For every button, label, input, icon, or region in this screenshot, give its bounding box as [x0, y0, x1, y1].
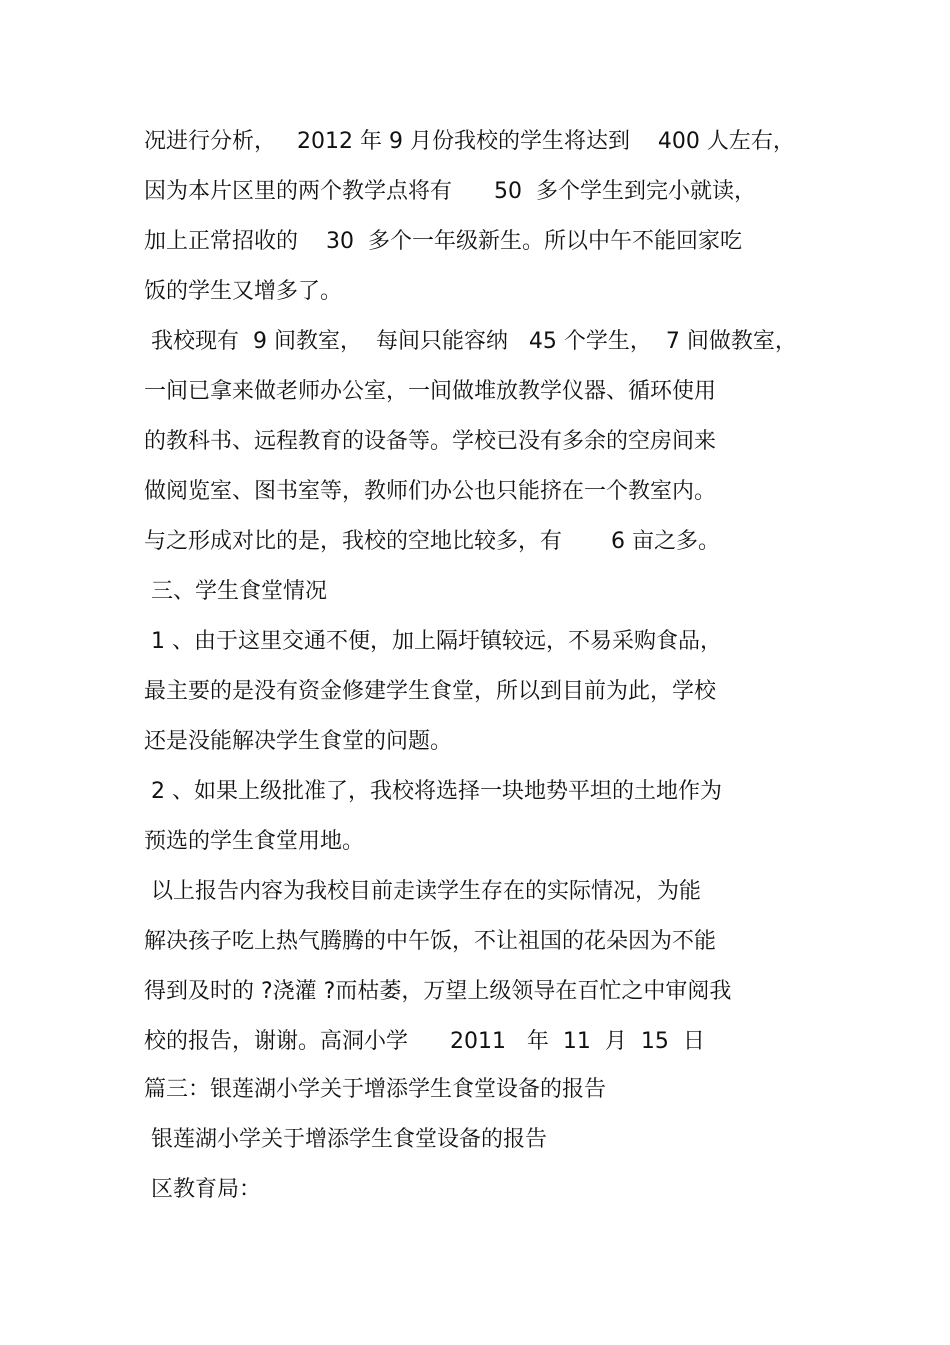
text-line: 加上正常招收的 30 多个一年级新生。所以中午不能回家吃 [144, 229, 742, 254]
text-line: 以上报告内容为我校目前走读学生存在的实际情况，为能 [144, 879, 701, 904]
section-title: 篇三：银莲湖小学关于增添学生食堂设备的报告 [144, 1077, 607, 1102]
text-line: 做阅览室、图书室等，教师们办公也只能挤在一个教室内。 [144, 479, 717, 504]
report-title: 银莲湖小学关于增添学生食堂设备的报告 [144, 1127, 547, 1152]
text-line: 一间已拿来做老师办公室，一间做堆放教学仪器、循环使用 [144, 379, 717, 404]
text-line: 与之形成对比的是，我校的空地比较多，有 6 亩之多。 [144, 529, 720, 554]
text-line: 1 、由于这里交通不便，加上隔圩镇较远，不易采购食品， [144, 629, 722, 654]
text-line: 解决孩子吃上热气腾腾的中午饭，不让祖国的花朵因为不能 [144, 929, 717, 954]
section-heading: 三、学生食堂情况 [144, 579, 327, 604]
text-line: 况进行分析， 2012 年 9 月份我校的学生将达到 400 人左右， [144, 129, 795, 154]
salutation: 区教育局： [144, 1177, 261, 1202]
text-line: 我校现有 9 间教室， 每间只能容纳 45 个学生， 7 间做教室， [144, 329, 797, 354]
text-line: 因为本片区里的两个教学点将有 50 多个学生到完小就读， [144, 179, 756, 204]
text-line: 2 、如果上级批准了，我校将选择一块地势平坦的土地作为 [144, 779, 722, 804]
text-line: 饭的学生又增多了。 [144, 279, 343, 304]
text-line: 预选的学生食堂用地。 [144, 829, 365, 854]
text-line: 得到及时的 ?浇灌 ?而枯萎，万望上级领导在百忙之中审阅我 [144, 979, 732, 1004]
text-line: 最主要的是没有资金修建学生食堂，所以到目前为此，学校 [144, 679, 717, 704]
text-line: 校的报告，谢谢。高洞小学 2011 年 11 月 15 日 [144, 1029, 705, 1054]
text-line: 的教科书、远程教育的设备等。学校已没有多余的空房间来 [144, 429, 717, 454]
text-line: 还是没能解决学生食堂的问题。 [144, 729, 453, 754]
